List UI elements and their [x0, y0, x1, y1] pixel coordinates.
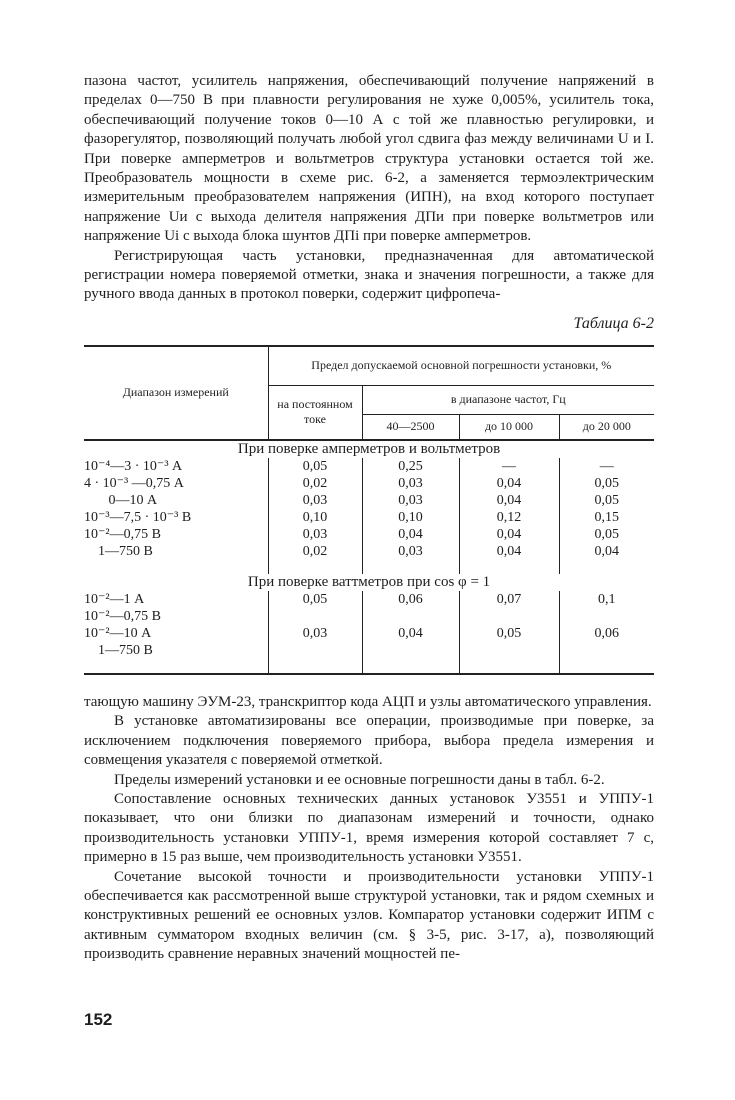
spacer-cell	[268, 560, 362, 574]
header-freq-1: 40—2500	[362, 414, 459, 440]
spacer-cell	[459, 659, 559, 674]
table-cell-range: 1—750 В	[84, 543, 153, 559]
table-cell-f2: 0,04	[459, 543, 559, 560]
table-row	[84, 591, 654, 608]
paragraph: тающую машину ЭУМ-23, транскриптор кода АЦП и узлы автоматического управления.	[84, 693, 652, 710]
table-cell-dc: 0,02	[268, 475, 362, 492]
table-cell-f1: 0,06	[362, 591, 459, 608]
table-cell-range: 4 · 10⁻³ —0,75 А	[84, 475, 184, 491]
paragraph: Регистрирующая часть установки, предназначенная для автоматической регистрации номера поверяемой отметки, знака и значения погрешности, а также для ручного ввода данных в протокол поверки, содержит цифропеча-	[84, 247, 654, 303]
table-cell-dc	[268, 608, 362, 625]
table-cell-f3: 0,05	[559, 475, 654, 492]
table-cell-f1	[362, 642, 459, 659]
table-cell-range: 10⁻³—7,5 · 10⁻³ В	[84, 509, 192, 525]
header-range: Диапазон измерений	[84, 346, 268, 440]
table-row	[84, 625, 654, 642]
table-row	[84, 475, 654, 492]
table-row	[84, 458, 654, 475]
table-cell-f3: 0,15	[559, 509, 654, 526]
table-cell-f2: 0,04	[459, 526, 559, 543]
table-cell-f1: 0,25	[362, 458, 459, 475]
table-cell-f1: 0,04	[362, 625, 459, 642]
header-group: Предел допускаемой основной погрешности установки, %	[268, 346, 654, 386]
table-cell-f2: 0,04	[459, 492, 559, 509]
table-cell-f3: —	[559, 458, 654, 475]
header-freq-group: в диапазоне частот, Гц	[362, 385, 654, 414]
table-cell-f2: 0,07	[459, 591, 559, 608]
paragraph: Пределы измерений установки и ее основные погрешности даны в табл. 6-2.	[114, 771, 605, 788]
spacer-cell	[459, 560, 559, 574]
table-cell-dc: 0,03	[268, 526, 362, 543]
section-spacer	[84, 659, 654, 674]
table-cell-f3: 0,05	[559, 492, 654, 509]
table-cell-f1: 0,03	[362, 475, 459, 492]
table-cell-range: 10⁻⁴—3 · 10⁻³ А	[84, 458, 183, 474]
paragraph: Сочетание высокой точности и производительности установки УППУ-1 обеспечивается как рассмотренной выше структурой установки, так и рядом схемных и конструктивных решений ее основных узлов. Компаратор установки содержит ИПМ с активным сумматором входных величин (см. § 3-5, рис. 3-17, а), позволяющий производить сравнение неравных значений мощностей пе-	[84, 868, 654, 963]
table-cell-dc: 0,05	[268, 591, 362, 608]
section-header-row	[84, 574, 654, 591]
table-cell-range: 10⁻²—10 А	[84, 625, 152, 641]
table-cell-f3: 0,04	[559, 543, 654, 560]
section-title: При поверке амперметров и вольтметров	[237, 440, 501, 457]
table-cell-dc: 0,03	[268, 492, 362, 509]
data-table	[84, 345, 654, 675]
table-cell-f2: 0,05	[459, 625, 559, 642]
table-cell-f1: 0,04	[362, 526, 459, 543]
table-cell-f3	[559, 608, 654, 625]
table-row	[84, 526, 654, 543]
paragraph: Сопоставление основных технических данных установок У3551 и УППУ-1 показывает, что они близки по диапазонам измерений и точности, однако производительность установки УППУ-1, время измерения которой составляет 7 с, примерно в 15 раз выше, чем производительность установки У3551.	[84, 790, 654, 866]
table-cell-f2: —	[459, 458, 559, 475]
spacer-cell	[84, 560, 268, 574]
table-cell-f1	[362, 608, 459, 625]
table-caption: Таблица 6-2	[573, 314, 654, 332]
spacer-cell	[362, 659, 459, 674]
page-number: 152	[84, 1010, 113, 1029]
spacer-cell	[362, 560, 459, 574]
table-cell-f2	[459, 608, 559, 625]
header-freq-2: до 10 000	[459, 414, 559, 440]
spacer-cell	[84, 659, 268, 674]
table-cell-f2: 0,12	[459, 509, 559, 526]
table-row	[84, 642, 654, 659]
table-cell-range: 10⁻²—1 А	[84, 591, 145, 607]
table-cell-f3: 0,06	[559, 625, 654, 642]
section-spacer	[84, 560, 654, 574]
table-row	[84, 509, 654, 526]
header-dc: на постоянном токе	[268, 385, 362, 440]
table-cell-f3: 0,05	[559, 526, 654, 543]
table-cell-f1: 0,03	[362, 543, 459, 560]
paragraph: В установке автоматизированы все операции, производимые при поверке, за исключением подключения поверяемого прибора, выбора предела измерения и совмещения указателя с поверяемой отметкой.	[84, 713, 654, 769]
bottom-paragraphs	[84, 693, 654, 965]
table-cell-dc: 0,03	[268, 625, 362, 642]
table-cell-f3	[559, 642, 654, 659]
table-body	[84, 440, 654, 674]
top-paragraphs	[84, 72, 654, 305]
table-cell-range: 0—10 А	[84, 492, 158, 508]
table-cell-f1: 0,10	[362, 509, 459, 526]
spacer-cell	[559, 659, 654, 674]
table-cell-f2	[459, 642, 559, 659]
table-cell-dc	[268, 642, 362, 659]
table-cell-f3: 0,1	[559, 591, 654, 608]
paragraph: пазона частот, усилитель напряжения, обеспечивающий получение напряжений в пределах 0—750 В при плавности регулирования не хуже 0,005%, усилитель тока, обеспечивающий получение токов 0—10 А с той же плавностью регулировки, и фазорегулятор, позволяющий получать любой угол сдвига фаз между величинами U и I. При поверке амперметров и вольтметров структура установки остается той же. Преобразователь мощности в схеме рис. 6-2, а заменяется термоэлектрическим измерительным преобразователем напряжения (ИПН), на вход которого поступает напряжение Uи с выхода делителя напряжения ДПи при поверке вольтметров или напряжение Ui с выхода блока шунтов ДПi при поверке амперметров.	[84, 73, 654, 245]
table-cell-dc: 0,02	[268, 543, 362, 560]
page-content	[84, 72, 654, 965]
table-cell-f2: 0,04	[459, 475, 559, 492]
section-title: При поверке ваттметров при cos φ = 1	[247, 573, 491, 590]
table-row	[84, 492, 654, 509]
table-row	[84, 543, 654, 560]
table-cell-range: 1—750 В	[84, 642, 153, 658]
section-header-row	[84, 440, 654, 458]
table-cell-range: 10⁻²—0,75 В	[84, 608, 161, 624]
table-cell-f1: 0,03	[362, 492, 459, 509]
spacer-cell	[268, 659, 362, 674]
header-freq-3: до 20 000	[559, 414, 654, 440]
table-cell-range: 10⁻²—0,75 В	[84, 526, 161, 542]
spacer-cell	[559, 560, 654, 574]
table-cell-dc: 0,05	[268, 458, 362, 475]
table-cell-dc: 0,10	[268, 509, 362, 526]
table-row	[84, 608, 654, 625]
